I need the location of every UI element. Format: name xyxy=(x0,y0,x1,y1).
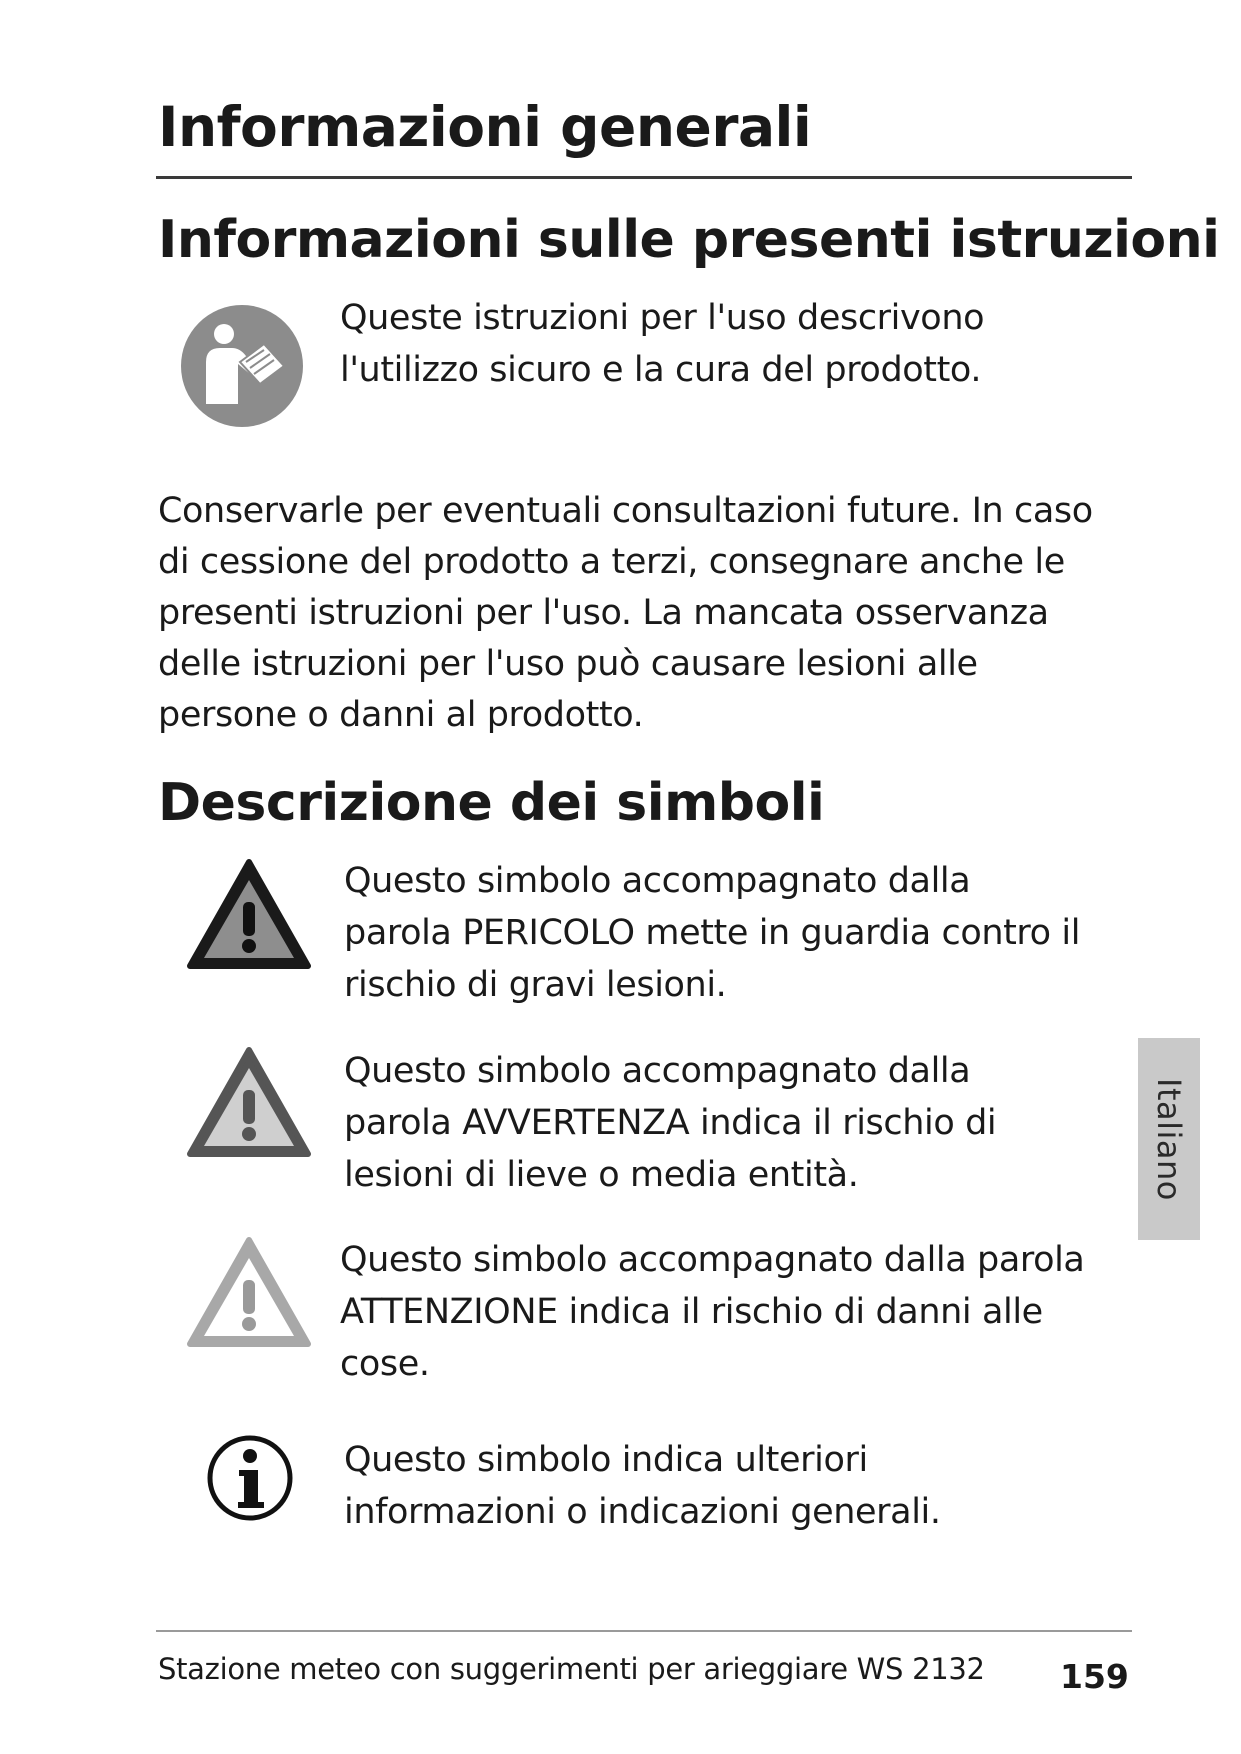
symbol-line: Questo simbolo accompagnato dalla parola xyxy=(340,1240,1085,1280)
warning-attention-icon xyxy=(186,1236,312,1350)
title-divider xyxy=(156,176,1132,179)
info-icon xyxy=(206,1434,294,1522)
symbol-line: cose. xyxy=(340,1344,430,1384)
symbol-line: ATTENZIONE indica il rischio di danni alle xyxy=(340,1292,1043,1332)
paragraph-line: presenti istruzioni per l'uso. La mancata osservanza xyxy=(158,593,1049,633)
symbol-description-danger xyxy=(344,855,1124,1011)
warning-danger-icon xyxy=(186,858,312,972)
language-tab xyxy=(1138,1038,1200,1240)
language-tab-label: Italiano xyxy=(1150,1077,1188,1201)
intro-paragraph xyxy=(158,486,1148,741)
symbol-description-info xyxy=(344,1434,1124,1538)
page-number: 159 xyxy=(1060,1657,1129,1696)
symbol-line: lesioni di lieve o media entità. xyxy=(344,1155,859,1195)
section-heading-symbols: Descrizione dei simboli xyxy=(158,773,825,833)
symbol-line: parola PERICOLO mette in guardia contro il xyxy=(344,913,1081,953)
symbol-line: Questo simbolo indica ulteriori xyxy=(344,1440,868,1480)
symbol-description-caution xyxy=(344,1045,1124,1201)
symbol-line: Questo simbolo accompagnato dalla xyxy=(344,1051,971,1091)
paragraph-line: Conservarle per eventuali consultazioni future. In caso xyxy=(158,491,1093,531)
paragraph-line: di cessione del prodotto a terzi, consegnare anche le xyxy=(158,542,1065,582)
symbol-line: rischio di gravi lesioni. xyxy=(344,965,727,1005)
symbol-line: informazioni o indicazioni generali. xyxy=(344,1492,941,1532)
page-title: Informazioni generali xyxy=(158,95,812,159)
footer-divider xyxy=(156,1630,1132,1632)
paragraph-line: persone o danni al prodotto. xyxy=(158,695,644,735)
symbol-line: parola AVVERTENZA indica il rischio di xyxy=(344,1103,997,1143)
symbol-line: Questo simbolo accompagnato dalla xyxy=(344,861,971,901)
section-heading-instructions: Informazioni sulle presenti istruzioni xyxy=(158,210,1220,270)
warning-caution-icon xyxy=(186,1046,312,1160)
footer-product-name: Stazione meteo con suggerimenti per arieggiare WS 2132 xyxy=(158,1652,985,1686)
symbol-description-attention xyxy=(340,1234,1140,1390)
intro-line: l'utilizzo sicuro e la cura del prodotto. xyxy=(340,350,982,390)
read-manual-icon xyxy=(180,304,304,428)
paragraph-line: delle istruzioni per l'uso può causare lesioni alle xyxy=(158,644,978,684)
intro-line: Queste istruzioni per l'uso descrivono xyxy=(340,298,985,338)
intro-text xyxy=(340,292,1140,396)
